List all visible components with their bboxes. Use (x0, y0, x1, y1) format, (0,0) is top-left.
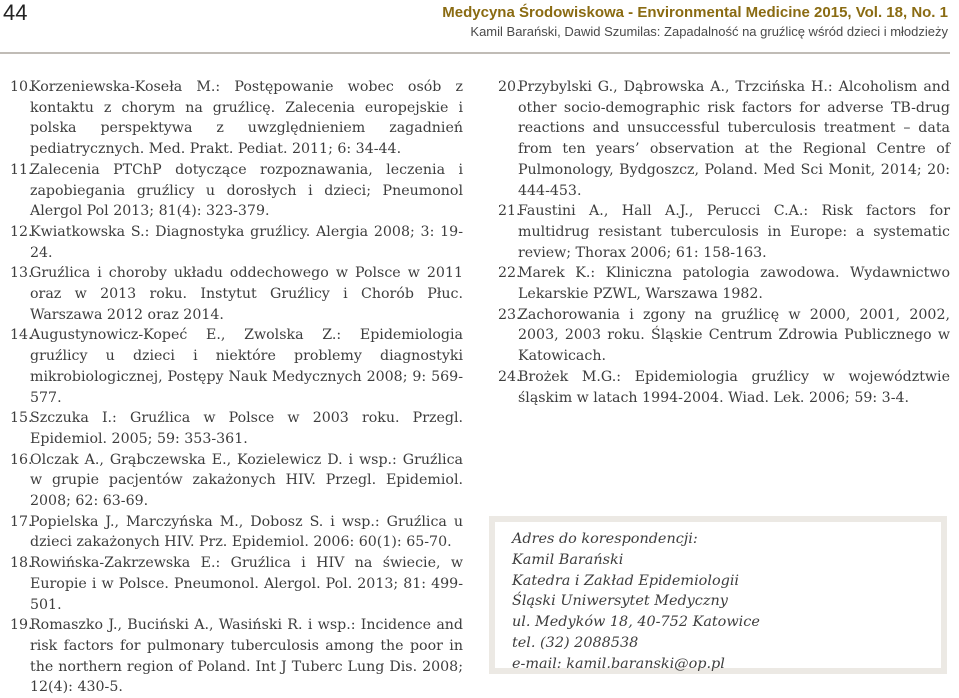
reference-text: Korzeniewska-Koseła M.: Postępowanie wobec osób z kontaktu z chorym na gruźlicę. Zalecenia europejskie i polska perspektywa z uwzględnieniem zagadnień pediatrycznych. Med. Prakt. Pediat. 2011; 6: 34-44. (30, 79, 463, 158)
reference-number: 18. (10, 555, 33, 572)
reference-text: Zalecenia PTChP dotyczące rozpoznawania, leczenia i zapobiegania gruźlicy u dorosłych i dzieci; Pneumonol Alergol Pol 2013; 81(4): 323-379. (30, 161, 463, 220)
correspondence-department: Katedra i Zakład Epidemiologii (512, 572, 740, 589)
header-divider (0, 52, 950, 54)
reference-number: 21. (498, 203, 521, 220)
correspondence-heading: Adres do korespondencji: (512, 531, 698, 547)
journal-title: Medycyna Środowiskowa - Environmental Medicine 2015, Vol. 18, No. 1 (442, 4, 948, 21)
reference-text: Popielska J., Marczyńska M., Dobosz S. i wsp.: Gruźlica u dzieci zakażonych HIV. Prz. Epidemiol. 2006: 60(1): 65-70. (30, 513, 463, 551)
reference-number: 11. (10, 161, 33, 178)
reference-item (498, 201, 950, 263)
reference-text: Olczak A., Grąbczewska E., Kozielewicz D. i wsp.: Gruźlica w grupie pacjentów zakażonych HIV. Przegl. Epidemiol. 2008; 62: 63-69. (30, 451, 463, 510)
correspondence-email: e-mail: kamil.baranski@op.pl (512, 655, 725, 672)
reference-item (498, 367, 950, 408)
reference-number: 19. (10, 617, 33, 634)
reference-text: Brożek M.G.: Epidemiologia gruźlicy w województwie śląskim w latach 1994-2004. Wiad. Lek. 2006; 59: 3-4. (518, 368, 950, 406)
reference-item (10, 160, 463, 222)
reference-number: 14. (10, 327, 33, 344)
reference-item (498, 77, 950, 201)
reference-item (10, 408, 463, 449)
reference-item (10, 553, 463, 615)
reference-number: 23. (498, 306, 521, 323)
correspondence-address: ul. Medyków 18, 40-752 Katowice (512, 614, 760, 631)
correspondence-box (489, 516, 947, 674)
reference-number: 24. (498, 368, 521, 385)
reference-number: 13. (10, 265, 33, 282)
page-number: 44 (3, 0, 28, 25)
reference-text: Szczuka I.: Gruźlica w Polsce w 2003 roku. Przegl. Epidemiol. 2005; 59: 353-361. (30, 410, 463, 447)
running-header (442, 3, 948, 41)
reference-number: 12. (10, 223, 33, 240)
reference-text: Rowińska-Zakrzewska E.: Gruźlica i HIV na świecie, w Europie i w Polsce. Pneumonol. Alergol. Pol. 2013; 81: 499-501. (30, 555, 463, 613)
reference-item (10, 77, 463, 160)
article-authors-title: Kamil Barański, Dawid Szumilas: Zapadalność na gruźlicę wśród dzieci i młodzieży (470, 24, 948, 39)
correspondence-university: Śląski Uniwersytet Medyczny (512, 593, 728, 610)
reference-text: Augustynowicz-Kopeć E., Zwolska Z.: Epidemiologia gruźlicy u dzieci i niektóre problemy diagnostyki mikrobiologicznej, Postępy Nauk Medycznych 2008; 9: 569-577. (30, 327, 463, 406)
reference-text: Gruźlica i choroby układu oddechowego w Polsce w 2011 oraz w 2013 roku. Instytut Gruźlicy i Chorób Płuc. Warszawa 2012 oraz 2014. (30, 265, 463, 323)
reference-text: Zachorowania i zgony na gruźlicę w 2000, 2001, 2002, 2003, 2003 roku. Śląskie Centrum Zdrowia Publicznego w Katowicach. (518, 306, 950, 365)
reference-number: 22. (498, 265, 521, 282)
reference-item (10, 615, 463, 698)
reference-text: Faustini A., Hall A.J., Perucci C.A.: Risk factors for multidrug resistant tuberculosis in Europe: a systematic review; Thorax 2006; 61: 158-163. (518, 203, 950, 261)
reference-text: Kwiatkowska S.: Diagnostyka gruźlicy. Alergia 2008; 3: 19-24. (30, 223, 463, 261)
reference-text: Przybylski G., Dąbrowska A., Trzcińska H.: Alcoholism and other socio-demographic risk factors for adverse TB-drug reactions and unsuccessful tuberculosis treatment – data from ten years’ observation at the Regional Centre of Pulmonology, Bydgoszcz, Poland. Med Sci Monit, 2014; 20: 444-453. (518, 79, 950, 199)
reference-number: 20. (498, 79, 521, 95)
reference-item (10, 450, 463, 512)
reference-item (10, 325, 463, 408)
references-left-column (10, 77, 463, 698)
reference-text: Romaszko J., Buciński A., Wasiński R. i wsp.: Incidence and risk factors for pulmonary tuberculosis among the poor in the northern region of Poland. Int J Tuberc Lung Dis. 2008; 12(4): 430-5. (30, 617, 463, 696)
reference-number: 16. (10, 451, 33, 468)
correspondence-phone: tel. (32) 2088538 (512, 634, 639, 651)
reference-number: 10. (10, 79, 33, 95)
references-right-column (498, 77, 950, 408)
reference-text: Marek K.: Kliniczna patologia zawodowa. Wydawnictwo Lekarskie PZWL, Warszawa 1982. (518, 265, 950, 303)
reference-item (10, 222, 463, 263)
reference-item (498, 305, 950, 367)
correspondence-name: Kamil Barański (512, 551, 624, 568)
reference-number: 15. (10, 410, 33, 427)
reference-item (10, 512, 463, 553)
reference-item (498, 263, 950, 304)
reference-number: 17. (10, 513, 33, 530)
reference-item (10, 263, 463, 325)
